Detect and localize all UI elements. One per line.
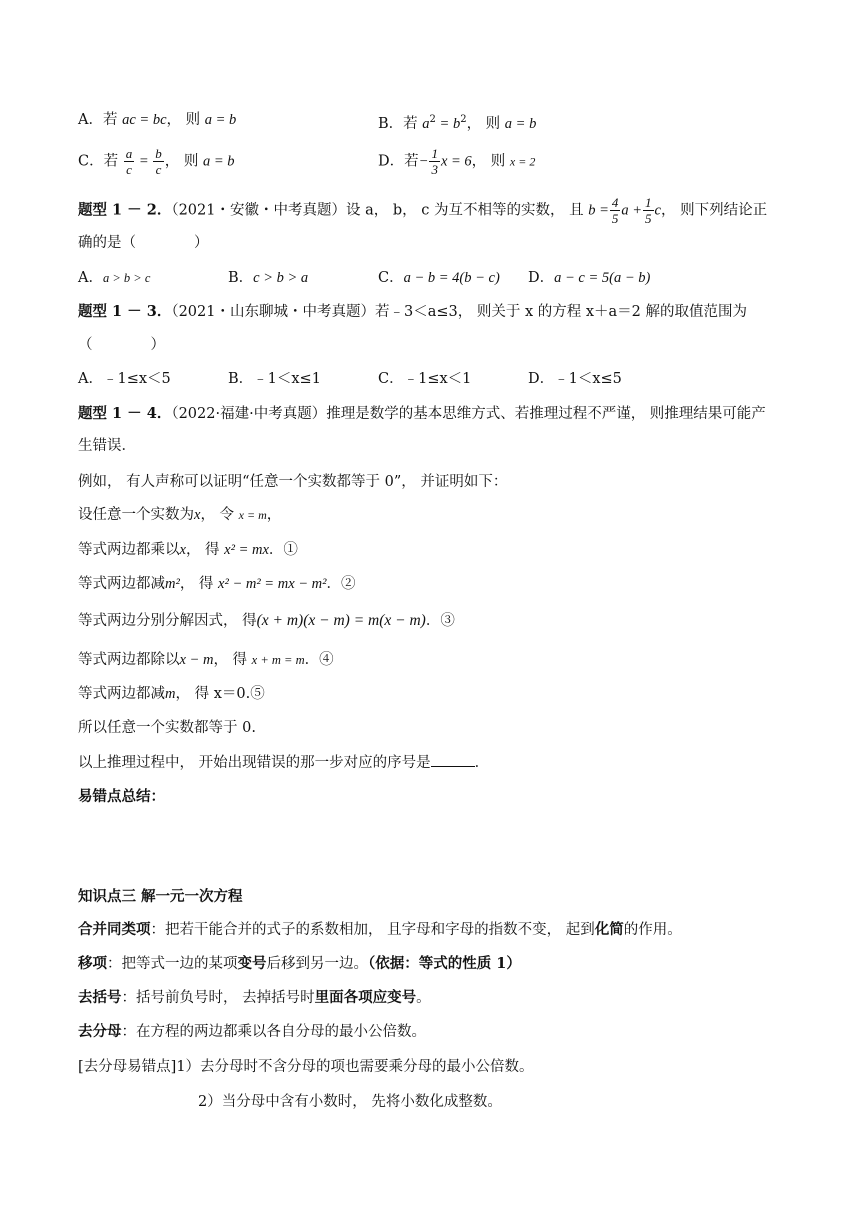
- text: 等式两边都除以: [78, 652, 180, 668]
- math: a − b = 4(b − c): [403, 270, 500, 286]
- math: a − c = 5(a − b): [554, 270, 651, 286]
- answer-blank[interactable]: [431, 752, 475, 767]
- q1-3-option-c: C．﹣1≤x＜1: [378, 371, 472, 387]
- math: ac = bc: [122, 112, 167, 128]
- option-label: C．若: [78, 153, 119, 170]
- math: x + m = m: [251, 653, 305, 667]
- math: x − m: [179, 652, 214, 668]
- math: =: [435, 115, 453, 132]
- q1-3-option-a: A．﹣1≤x＜5: [78, 371, 171, 387]
- option-label: B．: [228, 270, 254, 286]
- q1-1-option-d: [378, 146, 535, 177]
- text: ， 得: [179, 576, 214, 592]
- text: 的作用。: [623, 922, 682, 938]
- math: a > b > c: [102, 271, 151, 285]
- math: x² − m² = mx − m²: [218, 576, 327, 592]
- proof-question: [78, 752, 489, 773]
- math: m²: [165, 576, 180, 592]
- q1-1-option-b: B．若 $a^2 = b^2$， 则 a = b: [378, 114, 537, 132]
- rule-name: 移项: [78, 955, 107, 972]
- math: a = b: [504, 115, 537, 132]
- text: ．①: [268, 542, 298, 558]
- emphasis: 变号: [237, 955, 267, 972]
- text: ：在方程的两边都乘以各自分母的最小公倍数。: [121, 1024, 426, 1040]
- math: a = b: [204, 112, 237, 128]
- question-title: 题型 1 － 4．: [78, 405, 172, 422]
- question-text: ， 则下列结论正: [660, 202, 768, 219]
- text: ：括号前负号时， 去掉括号时: [121, 990, 315, 1006]
- q1-2-option-b: [228, 268, 308, 288]
- text: ， 得: [175, 686, 210, 702]
- rule-brackets: [78, 988, 431, 1008]
- math: c: [654, 202, 661, 219]
- q1-2-stem: [78, 195, 767, 226]
- q1-2-option-d: [528, 268, 650, 288]
- q1-4-stem-cont: 生错误．: [78, 438, 136, 454]
- question-title: 题型 1 － 2．: [78, 201, 172, 219]
- text: ， 则: [166, 112, 201, 128]
- option-label: C．: [378, 270, 404, 286]
- text: ， 令: [200, 507, 235, 523]
- emphasis: 里面各项应变号: [314, 989, 417, 1006]
- math: m: [165, 686, 176, 702]
- text: 等式两边都乘以: [78, 542, 180, 558]
- fraction: [429, 146, 440, 177]
- text: 设任意一个实数为: [78, 507, 194, 523]
- proof-conclusion: 所以任意一个实数都等于 0.: [78, 720, 256, 736]
- math: −: [418, 153, 429, 170]
- q1-3-paren: （ ）: [78, 337, 165, 353]
- question-title: 题型 1 － 3．: [78, 303, 172, 320]
- text: ， 得: [213, 652, 248, 668]
- math: x: [179, 542, 186, 558]
- text: ， 则: [164, 153, 199, 170]
- math: b =: [588, 202, 609, 219]
- math: =: [135, 153, 153, 170]
- rule-name: 合并同类项: [78, 921, 151, 938]
- proof-line-5: [78, 650, 334, 670]
- option-label: D．: [528, 270, 555, 286]
- math: x: [194, 507, 201, 523]
- text: ：把等式一边的某项: [107, 956, 238, 972]
- numerator: 4: [611, 195, 619, 210]
- error-summary-label: 易错点总结：: [78, 788, 165, 805]
- fraction: [643, 195, 654, 226]
- text: ．②: [326, 576, 356, 592]
- text: 等式两边分别分解因式， 得: [78, 613, 257, 629]
- text: ．④: [304, 652, 334, 668]
- math: x = m: [238, 508, 267, 522]
- math: (x + m)(x − m) = m(x − m): [256, 612, 426, 629]
- text: ．: [474, 755, 490, 771]
- text: 。: [416, 990, 431, 1006]
- rule-combine: [78, 920, 682, 940]
- proof-line-6: [78, 684, 265, 704]
- text: ．③: [425, 613, 455, 629]
- fraction: [153, 146, 164, 177]
- q1-2-option-c: [378, 268, 500, 288]
- q1-3-option-d: D．﹣1＜x≤5: [528, 371, 622, 387]
- option-label: B．若: [378, 115, 418, 132]
- option-label: A．: [78, 270, 103, 286]
- q1-3-stem: [78, 302, 747, 322]
- emphasis: 化简: [594, 921, 624, 938]
- denominator: c: [126, 162, 132, 177]
- text: 后移到另一边。: [266, 956, 368, 972]
- math: x＝0.⑤: [213, 686, 265, 702]
- proof-line-3: [78, 574, 355, 594]
- section-title: 知识点三 解一元一次方程: [78, 888, 243, 905]
- q1-1-option-a: [78, 110, 236, 130]
- question-text: （2021・安徽・中考真题）设 a， b， c 为互不相等的实数， 且: [171, 202, 584, 219]
- rule-name: 去括号: [78, 989, 122, 1006]
- math: x = 2: [509, 154, 536, 169]
- text: 等式两边都减: [78, 686, 165, 702]
- proof-line-2: [78, 540, 298, 560]
- q1-2-option-a: [78, 268, 150, 288]
- text: ， 则: [471, 153, 506, 170]
- text: ， 得: [185, 542, 220, 558]
- math: x² = mx: [224, 542, 269, 558]
- option-label: A．若: [78, 112, 118, 128]
- math: b: [452, 115, 461, 132]
- q1-3-option-b: B．﹣1＜x≤1: [228, 371, 321, 387]
- denominator-pitfall-1: [去分母易错点]1）去分母时不含分母的项也需要乘分母的最小公倍数。: [78, 1059, 534, 1075]
- text: 以上推理过程中， 开始出现错误的那一步对应的序号是: [78, 755, 431, 771]
- denominator: 3: [431, 162, 438, 177]
- denominator: 5: [645, 211, 652, 226]
- math: a = b: [202, 153, 235, 170]
- proof-intro: 例如， 有人声称可以证明“任意一个实数都等于 0”， 并证明如下：: [78, 474, 508, 490]
- text: 等式两边都减: [78, 576, 165, 592]
- denominator-pitfall-2: 2）当分母中含有小数时， 先将小数化成整数。: [198, 1094, 502, 1110]
- numerator: b: [155, 146, 162, 161]
- fraction: [610, 195, 621, 226]
- question-text: （2022·福建·中考真题）推理是数学的基本思维方式、若推理过程不严谨， 则推理结果可能产: [171, 406, 766, 422]
- math: a +: [621, 202, 643, 219]
- rule-transpose: [78, 954, 521, 974]
- rule-name: 去分母: [78, 1023, 122, 1040]
- q1-4-stem: [78, 404, 766, 424]
- text: ， 则: [466, 115, 501, 132]
- proof-line-1: [78, 505, 281, 525]
- q1-2-stem-cont: 确的是（ ）: [78, 235, 209, 251]
- numerator: 1: [431, 146, 438, 161]
- math: a: [422, 115, 430, 132]
- text: ，: [266, 507, 282, 523]
- option-label: D．若: [378, 153, 419, 170]
- fraction: [124, 146, 135, 177]
- denominator: c: [155, 162, 162, 177]
- rule-denominators: [78, 1022, 426, 1042]
- numerator: 1: [645, 195, 652, 210]
- numerator: a: [125, 146, 133, 161]
- proof-line-4: [78, 611, 455, 631]
- math: c > b > a: [253, 270, 309, 286]
- math: x = 6: [440, 153, 472, 170]
- emphasis: （依据：等式的性质 1）: [368, 955, 521, 972]
- question-text: （2021・山东聊城・中考真题）若﹣3＜a≤3， 则关于 x 的方程 x＋a＝2 解的取值范围为: [171, 304, 747, 320]
- denominator: 5: [611, 211, 619, 226]
- text: ：把若干能合并的式子的系数相加， 且字母和字母的指数不变， 起到: [150, 922, 595, 938]
- q1-1-option-c: [78, 146, 235, 177]
